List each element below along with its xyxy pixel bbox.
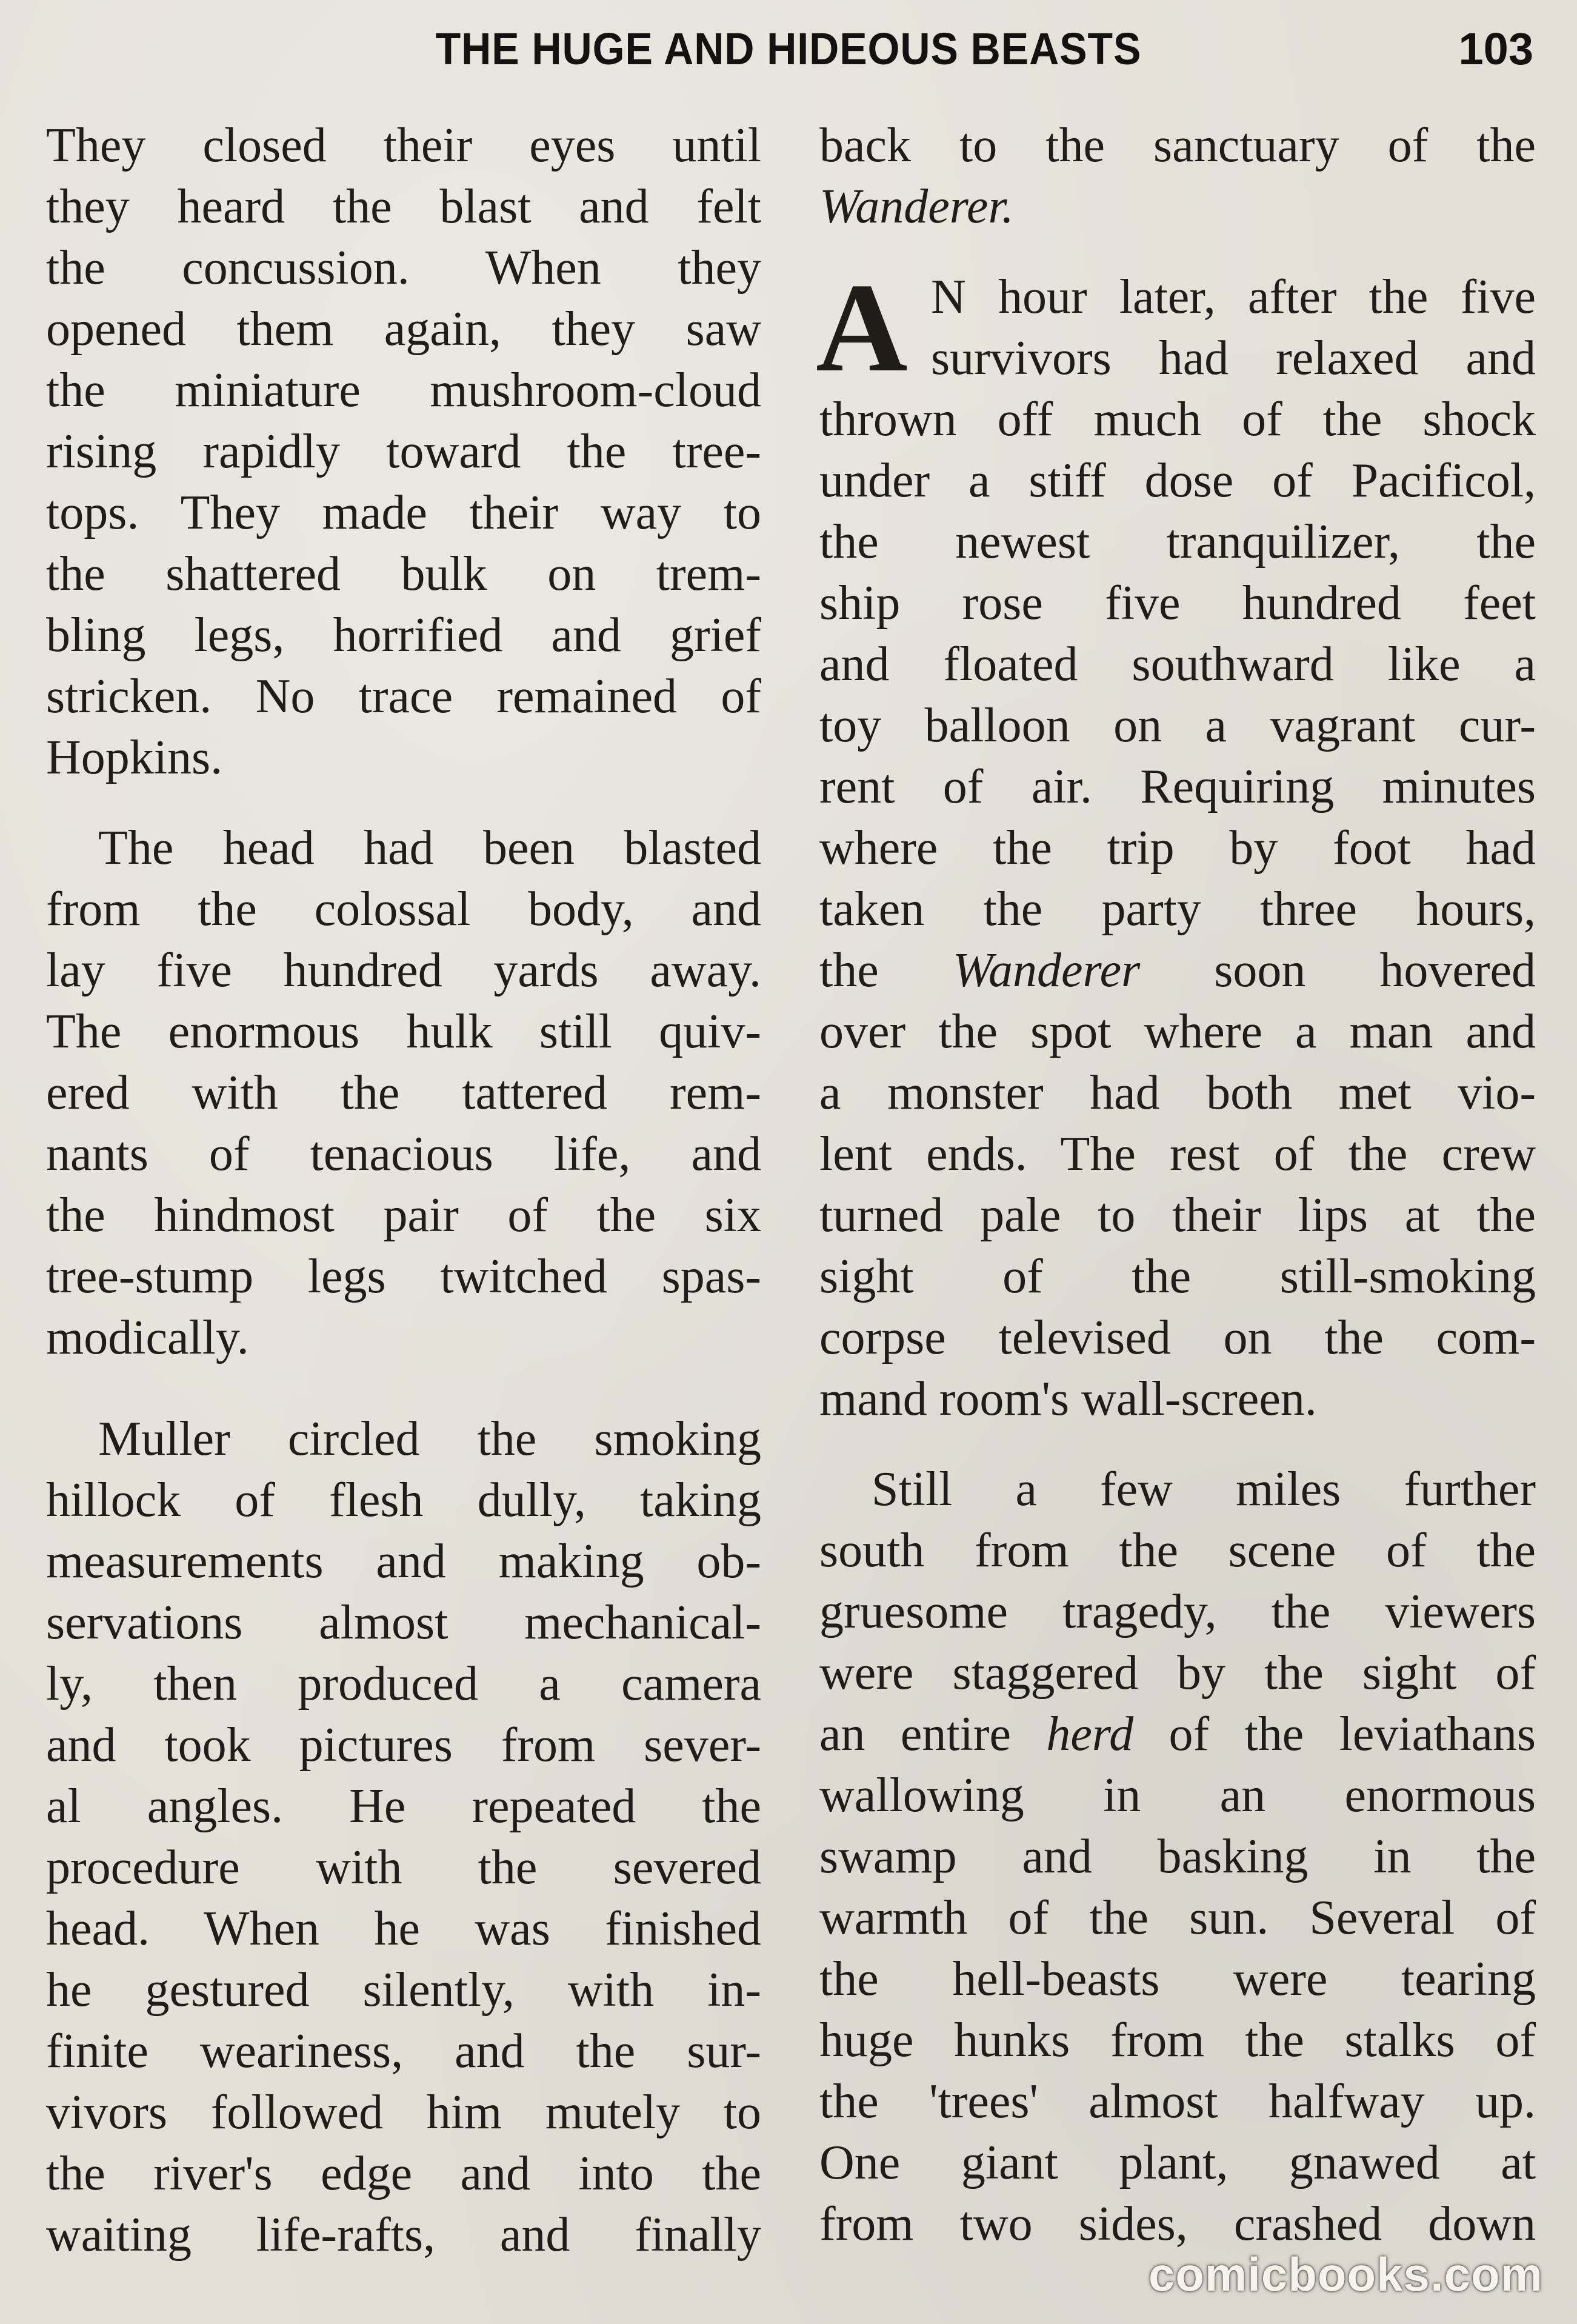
watermark: comicbooks.com — [1148, 2248, 1543, 2301]
paragraph — [816, 258, 1536, 1430]
text-line: were staggered by the sight of — [819, 1646, 1536, 1700]
text-line: ly, then produced a camera — [46, 1657, 761, 1711]
text-line: from the colossal body, and — [46, 883, 761, 936]
text-line: gruesome tragedy, the viewers — [819, 1585, 1536, 1638]
text-line: warmth of the sun. Several of — [819, 1891, 1536, 1945]
page-header — [0, 23, 1577, 84]
text-line: One giant plant, gnawed at — [819, 2136, 1536, 2189]
text-line: They closed their eyes until — [46, 119, 761, 172]
text-line: head. When he was finished — [46, 1902, 761, 1955]
text-line: servations almost mechanical- — [46, 1596, 761, 1649]
text-line: mand room's wall-screen. — [819, 1372, 1317, 1426]
text-line — [819, 940, 1536, 1001]
text-line: the hell-beasts were tearing — [819, 1952, 1536, 2006]
text-line: bling legs, horrified and grief — [46, 609, 761, 662]
text-line: over the spot where a man and — [819, 1005, 1536, 1058]
text-line: swamp and basking in the — [819, 1830, 1536, 1883]
text-line: waiting life-rafts, and finally — [46, 2208, 761, 2262]
text-line: ered with the tattered rem- — [46, 1066, 761, 1120]
text-line: Muller circled the smoking — [98, 1412, 761, 1466]
text-line: thrown off much of the shock — [819, 393, 1536, 446]
text-line: ship rose five hundred feet — [819, 576, 1536, 630]
text-line: lent ends. The rest of the crew — [819, 1127, 1536, 1181]
right-column — [816, 115, 1536, 2255]
paragraph-gap — [819, 1430, 1536, 1459]
left-column — [46, 115, 761, 2266]
paragraph-gap — [819, 238, 1536, 267]
text-line: Wanderer. — [819, 180, 1014, 233]
drop-cap: A — [816, 258, 908, 398]
paragraph — [46, 115, 761, 789]
text-line: opened them again, they saw — [46, 302, 761, 356]
text-line: back to the sanctuary of the — [819, 119, 1536, 172]
text-line: the newest tranquilizer, the — [819, 515, 1536, 569]
page-number: 103 — [1458, 24, 1533, 74]
text-line: Hopkins. — [46, 731, 223, 784]
text-line: rising rapidly toward the tree- — [46, 425, 761, 478]
text-segment: soon hovered — [1140, 944, 1536, 997]
paragraph — [46, 1409, 761, 2266]
text-line: the 'trees' almost halfway up. — [819, 2075, 1536, 2128]
text-line: The enormous hulk still quiv- — [46, 1005, 761, 1058]
text-line: and took pictures from sever- — [46, 1718, 761, 1772]
text-line: stricken. No trace remained of — [46, 670, 761, 723]
text-line: toy balloon on a vagrant cur- — [819, 699, 1536, 752]
text-line: they heard the blast and felt — [46, 180, 761, 233]
text-line: measurements and making ob- — [46, 1535, 761, 1588]
text-line: The head had been blasted — [98, 821, 761, 875]
text-line: and floated southward like a — [819, 638, 1536, 691]
text-line: lay five hundred yards away. — [46, 944, 761, 997]
text-line: the miniature mushroom-cloud — [46, 364, 761, 417]
text-line: wallowing in an enormous — [819, 1769, 1536, 1822]
text-line: a monster had both met vio- — [819, 1066, 1536, 1120]
running-title: THE HUGE AND HIDEOUS BEASTS — [435, 24, 1142, 74]
text-line: south from the scene of the — [819, 1524, 1536, 1577]
ship-name: Wanderer — [952, 944, 1141, 997]
emphasis: herd — [1046, 1708, 1134, 1761]
text-line: huge hunks from the stalks of — [819, 2014, 1536, 2067]
text-line: rent of air. Requiring minutes — [819, 760, 1536, 813]
text-line: al angles. He repeated the — [46, 1780, 761, 1833]
paragraph — [819, 1459, 1536, 2255]
text-line: turned pale to their lips at the — [819, 1189, 1536, 1242]
text-line: corpse televised on the com- — [819, 1311, 1536, 1364]
text-line: tops. They made their way to — [46, 486, 761, 539]
text-line — [819, 1704, 1536, 1765]
text-segment: an entire — [819, 1708, 1047, 1761]
text-line: tree-stump legs twitched spas- — [46, 1250, 761, 1303]
text-line: nants of tenacious life, and — [46, 1127, 761, 1181]
text-line: survivors had relaxed and — [931, 332, 1536, 385]
text-line: vivors followed him mutely to — [46, 2086, 761, 2139]
text-line: finite weariness, and the sur- — [46, 2025, 761, 2078]
text-line: procedure with the severed — [46, 1841, 761, 1894]
text-line: N hour later, after the five — [931, 270, 1536, 324]
text-line: modically. — [46, 1311, 249, 1364]
text-line: the shattered bulk on trem- — [46, 547, 761, 601]
text-line: where the trip by foot had — [819, 821, 1536, 875]
text-line: taken the party three hours, — [819, 883, 1536, 936]
text-line: the concussion. When they — [46, 241, 761, 295]
paragraph-gap — [46, 1369, 761, 1409]
paragraph — [46, 818, 761, 1369]
text-line: hillock of flesh dully, taking — [46, 1474, 761, 1527]
text-line: under a stiff dose of Pacificol, — [819, 454, 1536, 507]
text-segment: the — [819, 944, 953, 997]
paragraph — [819, 115, 1536, 238]
text-line: Still a few miles further — [872, 1463, 1536, 1516]
text-line: the river's edge and into the — [46, 2147, 761, 2200]
text-line: the hindmost pair of the six — [46, 1189, 761, 1242]
text-line: from two sides, crashed down — [819, 2197, 1536, 2251]
text-segment: of the leviathans — [1133, 1708, 1536, 1761]
text-line: he gestured silently, with in- — [46, 1963, 761, 2017]
text-line: sight of the still-smoking — [819, 1250, 1536, 1303]
paragraph-gap — [46, 789, 761, 818]
